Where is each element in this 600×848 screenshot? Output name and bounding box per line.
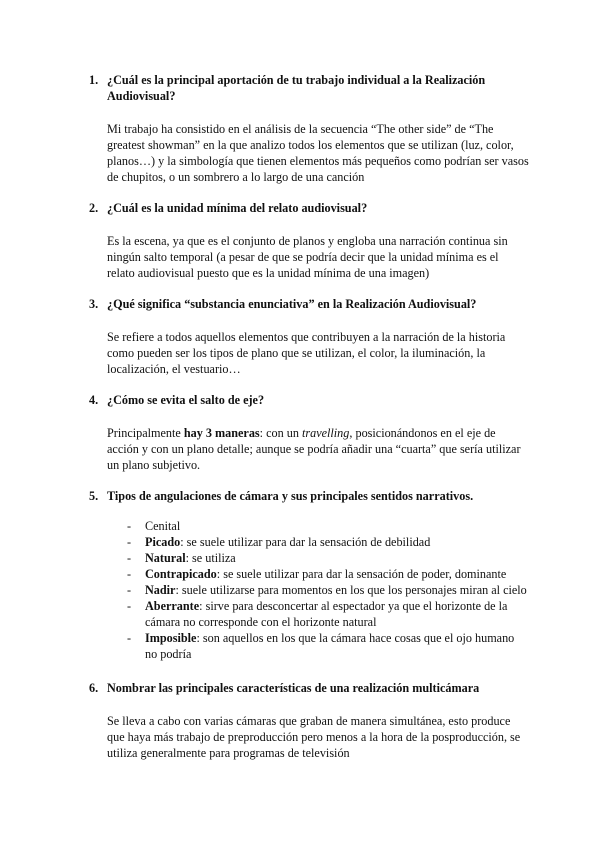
list-term: Imposible [145,631,197,645]
list-dash: - [127,631,132,645]
question-1 [89,72,529,185]
question-title: ¿Qué significa “substancia enunciativa” en la Realización Audiovisual? [107,297,477,311]
list-item [89,550,529,566]
list-description: : se utiliza [185,551,236,565]
list-item [89,582,529,598]
answer-italic-term: travelling [301,426,350,440]
list-description: : son aquellos en los que la cámara hace cosas que el ojo humano no podría [145,631,515,661]
list-item [89,534,529,550]
question-heading [89,72,529,104]
question-heading [89,392,529,408]
answer-text: Mi trabajo ha consistido en el análisis de la secuencia “The other side” de “The greatest showman” en la que analizo todos los elementos que se utilizan (luz, color, planos…) y la simbología que tienen elementos más pequeños como podrían ser vasos de chupitos, o un sombrero a lo largo de una canción [107,122,529,184]
list-description: : sirve para desconcertar al espectador ya que el horizonte de la cámara no corresponde con el horizonte natural [145,599,508,629]
answer [107,329,529,377]
question-4 [89,392,529,473]
question-number: 4. [89,393,99,407]
list-dash: - [127,551,132,565]
answer-text: Se refiere a todos aquellos elementos que contribuyen a la narración de la historia como pueden ser los tipos de plano que se utilizan, el color, la iluminación, la localización, el vestuario… [107,330,506,376]
list-term: Picado [145,535,181,549]
list-term: Aberrante [145,599,200,613]
list-description: : se suele utilizar para dar la sensación de debilidad [180,535,431,549]
question-title: ¿Cómo se evita el salto de eje? [107,393,265,407]
answer-text: Es la escena, ya que es el conjunto de planos y engloba una narración continua sin ningún salto temporal (a pesar de que se podría decir que la unidad mínima es el relato audiovisual puesto que es la unidad mínima de una imagen) [107,234,508,280]
answer [107,121,529,185]
list-item [89,566,529,582]
answer [107,233,529,281]
question-number: 3. [89,297,99,311]
question-title: ¿Cuál es la principal aportación de tu trabajo individual a la Realización Audiovisual? [107,73,486,103]
answer-text-part: , posicionándonos en el eje de acción y con un plano detalle; aunque se podría añadir una “cuarta” que sería utilizar un plano subjetivo. [107,426,521,472]
list-description: : suele utilizarse para momentos en los que los personajes miran al cielo [175,583,527,597]
question-number: 6. [89,681,99,695]
list-term: Nadir [145,583,176,597]
answer-bold-phrase: hay 3 maneras [183,426,260,440]
answer [107,425,529,473]
question-5 [89,488,529,662]
question-heading [89,200,529,216]
list-term: Contrapicado [145,567,217,581]
list-dash: - [127,535,132,549]
answer [107,713,529,761]
question-heading [89,680,529,696]
question-number: 2. [89,201,99,215]
question-heading [89,488,529,504]
answer-text: Se lleva a cabo con varias cámaras que graban de manera simultánea, esto produce que haya más trabajo de preproducción pero menos a la hora de la posproducción, se utiliza generalmente para programas de televisión [107,714,521,760]
list-dash: - [127,567,132,581]
list-dash: - [127,519,132,533]
list-dash: - [127,583,132,597]
question-number: 1. [89,73,99,87]
list-item [89,518,529,534]
list-description: Cenital [145,519,181,533]
question-6 [89,680,529,761]
question-title: Tipos de angulaciones de cámara y sus principales sentidos narrativos. [107,489,474,503]
list-description: : se suele utilizar para dar la sensación de poder, dominante [216,567,507,581]
question-2 [89,200,529,281]
question-number: 5. [89,489,99,503]
list-item [89,598,529,630]
question-title: ¿Cuál es la unidad mínima del relato audiovisual? [107,201,368,215]
question-title: Nombrar las principales características de una realización multicámara [107,681,480,695]
list-dash: - [127,599,132,613]
angle-list [89,518,529,662]
list-term: Natural [145,551,186,565]
answer-text [107,425,529,473]
question-heading [89,296,529,312]
list-item [89,630,529,662]
question-3 [89,296,529,377]
answer-text-part: : con un [259,426,302,440]
answer-text-part: Principalmente [107,426,184,440]
